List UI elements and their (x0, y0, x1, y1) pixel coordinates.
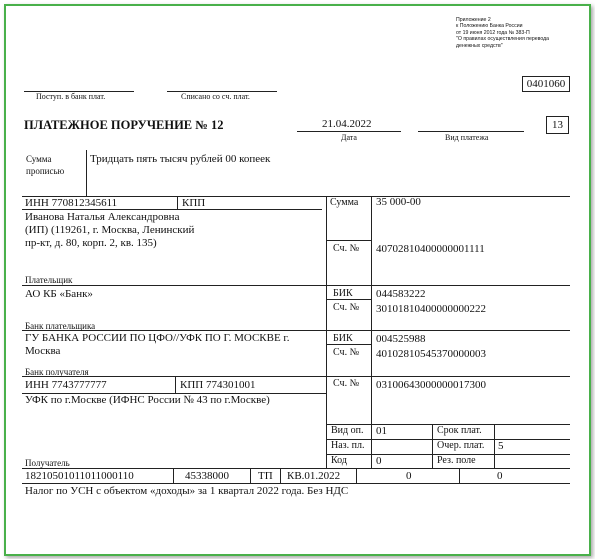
date-line (297, 131, 401, 132)
grid-line (22, 209, 322, 210)
debited-label: Списано со сч. плат. (181, 92, 250, 101)
payee-inn: ИНН 7743777777 (25, 379, 107, 391)
grid-line (326, 299, 371, 300)
payer-bank-label: Банк плательщика (25, 321, 96, 331)
grid-line (326, 240, 371, 241)
grid-line (173, 468, 174, 483)
payer-kpp-label: КПП (182, 197, 206, 209)
grid-line (22, 285, 570, 286)
grid-line (177, 196, 178, 209)
payee-bank-name-line: Москва (25, 345, 61, 357)
payee-label: Получатель (25, 458, 70, 468)
appendix-line: "О правилах осуществления перевода (456, 36, 550, 43)
payee-bank-name-line: ГУ БАНКА РОССИИ ПО ЦФО//УФК ПО Г. МОСКВЕ г. (25, 332, 290, 344)
grid-line (459, 468, 460, 483)
form-code: 0401060 (526, 78, 566, 90)
op-type-label: Вид оп. (331, 425, 364, 436)
grid-line (22, 376, 570, 377)
payee-account: 03100643000000017300 (376, 379, 486, 391)
document-date: 21.04.2022 (322, 118, 372, 130)
payer-name-line: (ИП) (119261, г. Москва, Ленинский (25, 224, 195, 236)
tax-oktmo: 45338000 (185, 470, 229, 482)
amount-words-label-line: Сумма (26, 154, 52, 164)
tax-period: КВ.01.2022 (287, 470, 341, 482)
tax-doc-date: 0 (497, 470, 503, 482)
document-title: ПЛАТЕЖНОЕ ПОРУЧЕНИЕ № 12 (24, 118, 224, 132)
grid-line (326, 196, 327, 468)
payee-bank-corr-label: Сч. № (333, 347, 360, 358)
grid-line (280, 468, 281, 483)
payer-name (25, 211, 194, 250)
grid-line (432, 424, 433, 468)
payer-inn: ИНН 770812345611 (25, 197, 118, 209)
grid-line (250, 468, 251, 483)
code-label: Код (331, 455, 347, 466)
grid-line (22, 468, 570, 469)
reserve-label: Рез. поле (437, 455, 476, 466)
tax-doc-number: 0 (406, 470, 412, 482)
payer-account-label: Сч. № (333, 243, 360, 254)
code-value: 0 (376, 455, 382, 467)
appendix-line: Приложение 2 (456, 17, 491, 23)
payee-bank-label: Банк получателя (25, 367, 89, 377)
grid-line (326, 344, 371, 345)
sum-label: Сумма (330, 197, 359, 208)
payer-account-value: 40702810400000001111 (376, 243, 485, 255)
amount-words-divider (86, 150, 87, 197)
priority-label: Очер. плат. (437, 440, 485, 451)
status-box (546, 116, 569, 134)
op-type-value: 01 (376, 425, 387, 437)
grid-line (175, 376, 176, 393)
purpose-code-label: Наз. пл. (331, 440, 365, 451)
grid-line (22, 330, 570, 331)
tax-basis: ТП (258, 470, 273, 482)
payer-name-line: пр-кт, д. 80, корп. 2, кв. 135) (25, 237, 157, 249)
payer-bank-corr-label: Сч. № (333, 302, 360, 313)
due-label: Срок плат. (437, 425, 482, 436)
grid-line (494, 424, 495, 468)
payment-purpose: Налог по УСН с объектом «доходы» за 1 квартал 2022 года. Без НДС (25, 485, 349, 497)
status-code: 13 (552, 119, 563, 131)
appendix-line: к Положению Банка России (456, 23, 523, 30)
sum-value: 35 000-00 (376, 196, 421, 208)
payee-name: УФК по г.Москве (ИФНС России № 43 по г.Москве) (25, 394, 270, 406)
payee-bank-bik: 004525988 (376, 333, 426, 345)
tax-kbk: 18210501011011000110 (25, 470, 134, 482)
received-label: Поступ. в банк плат. (36, 92, 106, 101)
payee-account-label: Сч. № (333, 378, 360, 389)
payment-type-line (418, 131, 524, 132)
appendix-line: денежных средств" (456, 42, 503, 49)
payee-bank-name (25, 332, 289, 358)
priority-value: 5 (498, 440, 504, 452)
appendix-note (456, 17, 549, 49)
payer-name-line: Иванова Наталья Александровна (25, 211, 180, 223)
amount-words-value: Тридцать пять тысяч рублей 00 копеек (90, 153, 271, 165)
payee-bank-bik-label: БИК (333, 333, 353, 344)
form-code-box (522, 76, 570, 92)
grid-line (371, 196, 372, 468)
payee-kpp: КПП 774301001 (180, 379, 256, 391)
payer-bank-bik: 044583222 (376, 288, 426, 300)
payment-type-label: Вид платежа (445, 133, 489, 142)
payer-bank-name: АО КБ «Банк» (25, 288, 93, 300)
payer-label: Плательщик (25, 275, 73, 285)
amount-words-label (26, 153, 64, 177)
payee-bank-corr: 40102810545370000003 (376, 348, 486, 360)
payer-bank-bik-label: БИК (333, 288, 353, 299)
payer-bank-corr: 30101810400000000222 (376, 303, 486, 315)
amount-words-label-line: прописью (26, 166, 65, 176)
appendix-line: от 19 июня 2012 года № 383-П (456, 29, 530, 36)
date-label: Дата (341, 133, 357, 142)
grid-line (356, 468, 357, 483)
grid-line (22, 483, 570, 484)
